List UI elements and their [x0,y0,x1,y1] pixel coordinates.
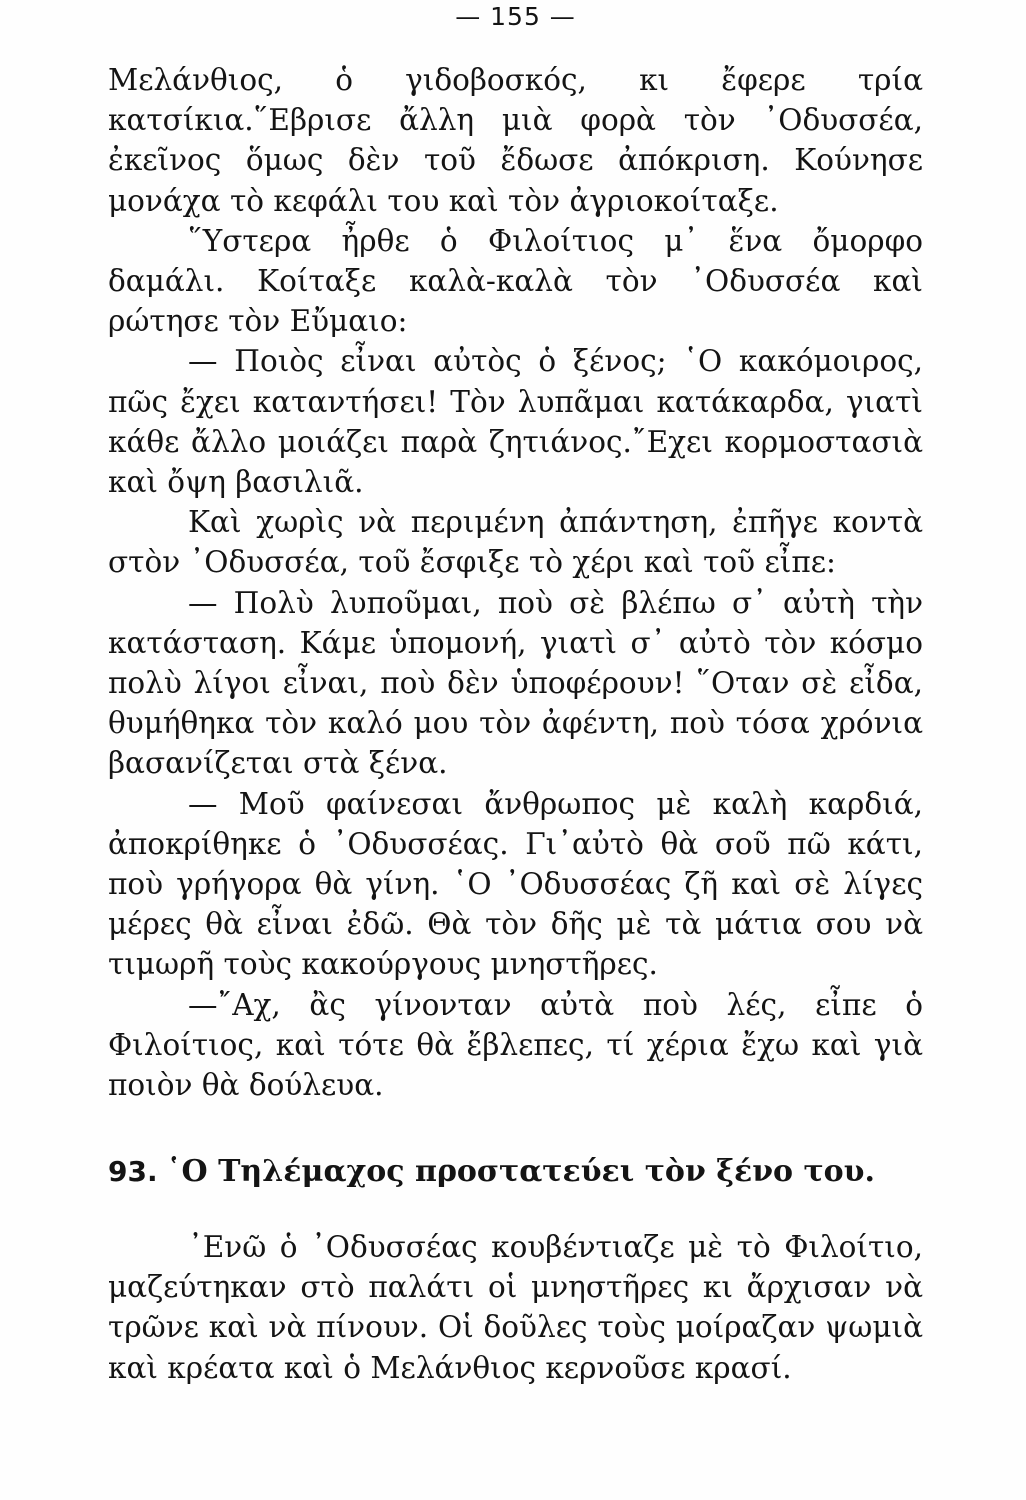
paragraph-dialogue: — Ποιὸς εἶναι αὐτὸς ὁ ξένος; ῾Ο κακόμοιρος, πῶς ἔχει καταντήσει! Τὸν λυπᾶμαι κατάκαρδα, γιατὶ κάθε ἄλλο μοιάζει παρὰ ζητιάνος.῎Εχει κορμοστασιὰ καὶ ὄψη βασιλιᾶ. [108,344,923,500]
paragraph-dialogue: —῎Αχ, ἂς γίνονταν αὐτὰ ποὺ λές, εἶπε ὁ Φιλοίτιος, καὶ τότε θὰ ἔβλεπες, τί χέρια ἔχω καὶ γιὰ ποιὸν θὰ δούλευα. [108,987,923,1103]
paragraph-dialogue: — Πολὺ λυποῦμαι, ποὺ σὲ βλέπω σ᾿ αὐτὴ τὴν κατάσταση. Κάμε ὑπομονή, γιατὶ σ᾿ αὐτὸ τὸν κόσμο πολὺ λίγοι εἶναι, ποὺ δὲν ὑποφέρουν! ῞Οταν σὲ εἶδα, θυμήθηκα τὸν καλό μου τὸν ἀφέντη, ποὺ τόσα χρόνια βασανίζεται στὰ ξένα. [108,585,923,781]
section-body [108,1227,923,1388]
paragraph: Καὶ χωρὶς νὰ περιμένη ἀπάντηση, ἐπῆγε κοντὰ στὸν ᾿Οδυσσέα, τοῦ ἔσφιξε τὸ χέρι καὶ τοῦ εἶπε: [108,505,923,580]
section-heading [108,1150,923,1194]
paragraph: Μελάνθιος, ὁ γιδοβοσκός, κι ἔφερε τρία κατσίκια.῞Εβρισε ἄλλη μιὰ φορὰ τὸν ᾿Οδυσσέα, ἐκεῖνος ὅμως δὲν τοῦ ἔδωσε ἀπόκριση. Κούνησε μονάχα τὸ κεφάλι του καὶ τὸν ἀγριοκοίταξε. [108,63,923,218]
chapter-body [108,60,923,1105]
page-number: — 155 — [455,2,576,31]
paragraph-dialogue: — Μοῦ φαίνεσαι ἄνθρωπος μὲ καλὴ καρδιά, ἀποκρίθηκε ὁ ᾿Οδυσσέας. Γι᾿αὐτὸ θὰ σοῦ πῶ κάτι, ποὺ γρήγορα θὰ γίνη. ῾Ο ᾿Οδυσσέας ζῆ καὶ σὲ λίγες μέρες θὰ εἶναι ἐδῶ. Θὰ τὸν δῆς μὲ τὰ μάτια σου νὰ τιμωρῆ τοὺς κακούργους μνηστῆρες. [108,786,923,982]
section-title: ῾Ο Τηλέμαχος προστατεύει τὸν ξένο του. [166,1154,875,1189]
paragraph: ᾿Ενῶ ὁ ᾿Οδυσσέας κουβέντιαζε μὲ τὸ Φιλοίτιο, μαζεύτηκαν στὸ παλάτι οἱ μνηστῆρες κι ἄρχισαν νὰ τρῶνε καὶ νὰ πίνουν. Οἱ δοῦλες τοὺς μοίραζαν ψωμιὰ καὶ κρέατα καὶ ὁ Μελάνθιος κερνοῦσε κρασί. [108,1230,923,1385]
section-number: 93. [108,1155,158,1188]
paragraph: ῞Υστερα ἦρθε ὁ Φιλοίτιος μ᾿ ἕνα ὄμορφο δαμάλι. Κοίταξε καλὰ-καλὰ τὸν ᾿Οδυσσέα καὶ ρώτησε τὸν Εὔμαιο: [108,223,923,339]
